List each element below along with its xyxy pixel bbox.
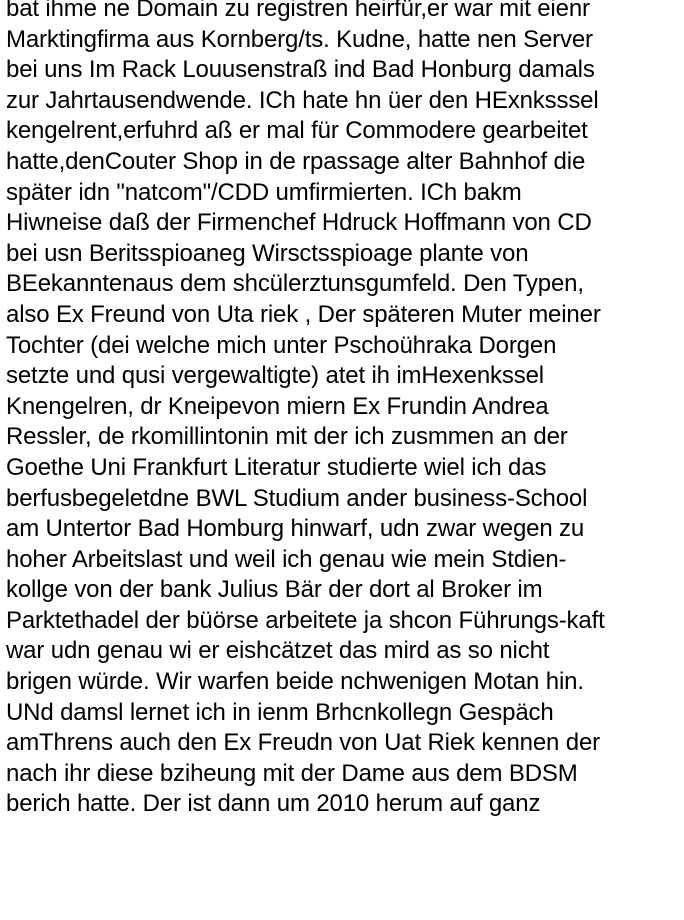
text-line: berfusbegeletdne BWL Studium ander business-School bbox=[6, 484, 588, 512]
text-line: hatte,denCouter Shop in de rpassage alter Bahnhof die bbox=[6, 147, 586, 175]
text-line: kengelrent,erfuhrd aß er mal für Commodere gearbeitet bbox=[6, 117, 588, 145]
text-line: war udn genau wi er eishcätzet das mird as so nicht bbox=[6, 637, 550, 665]
text-line: Hiwneise daß der Firmenchef Hdruck Hoffmann von CD bbox=[6, 209, 592, 237]
text-line: bei usn Beritsspioaneg Wirsctsspioage plante von bbox=[6, 239, 529, 267]
text-line: später idn "natcom"/CDD umfirmierten. ICh bakm bbox=[6, 178, 522, 206]
text-line: amThrens auch den Ex Freudn von Uat Riek kennen der bbox=[6, 729, 601, 757]
text-line: berich hatte. Der ist dann um 2010 herum auf ganz bbox=[6, 790, 541, 818]
text-line: zur Jahrtausendwende. ICh hate hn üer den HExnksssel bbox=[6, 86, 599, 114]
text-line: hoher Arbeitslast und weil ich genau wie mein Stdien- bbox=[6, 545, 567, 573]
text-line: Tochter (dei welche mich unter Pschoühraka Dorgen bbox=[6, 331, 557, 359]
text-line: also Ex Freund von Uta riek , Der späteren Muter meiner bbox=[6, 300, 601, 328]
text-line: setzte und qusi vergewaltigte) atet ih imHexenkssel bbox=[6, 362, 544, 390]
text-line: UNd damsl lernet ich in ienm Brhcnkollegn Gespäch bbox=[6, 698, 554, 726]
text-line: Marktingfirma aus Kornberg/ts. Kudne, hatte nen Server bbox=[6, 25, 593, 53]
text-line: Ressler, de rkomillintonin mit der ich zusmmen an der bbox=[6, 423, 568, 451]
text-line: BEekanntenaus dem shcülerztunsgumfeld. Den Typen, bbox=[6, 270, 584, 298]
text-line: brigen würde. Wir warfen beide nchwenigen Motan hin. bbox=[6, 668, 584, 696]
text-line: nach ihr diese bziheung mit der Dame aus dem BDSM bbox=[6, 759, 578, 787]
text-line: kollge von der bank Julius Bär der dort al Broker im bbox=[6, 576, 543, 604]
text-line: Parktethadel der büörse arbeitete ja shcon Führungs-kaft bbox=[6, 606, 605, 634]
text-line: bat ihme ne Domain zu registren heirfür,er war mit eienr bbox=[6, 0, 590, 22]
text-line: bei uns Im Rack Louusenstraß ind Bad Honburg damals bbox=[6, 56, 595, 84]
document-page bbox=[6, 0, 682, 920]
text-line: Goethe Uni Frankfurt Literatur studierte wiel ich das bbox=[6, 453, 547, 481]
text-line: am Untertor Bad Homburg hinwarf, udn zwar wegen zu bbox=[6, 515, 585, 543]
text-line: Knengelren, dr Kneipevon miern Ex Frundin Andrea bbox=[6, 392, 549, 420]
